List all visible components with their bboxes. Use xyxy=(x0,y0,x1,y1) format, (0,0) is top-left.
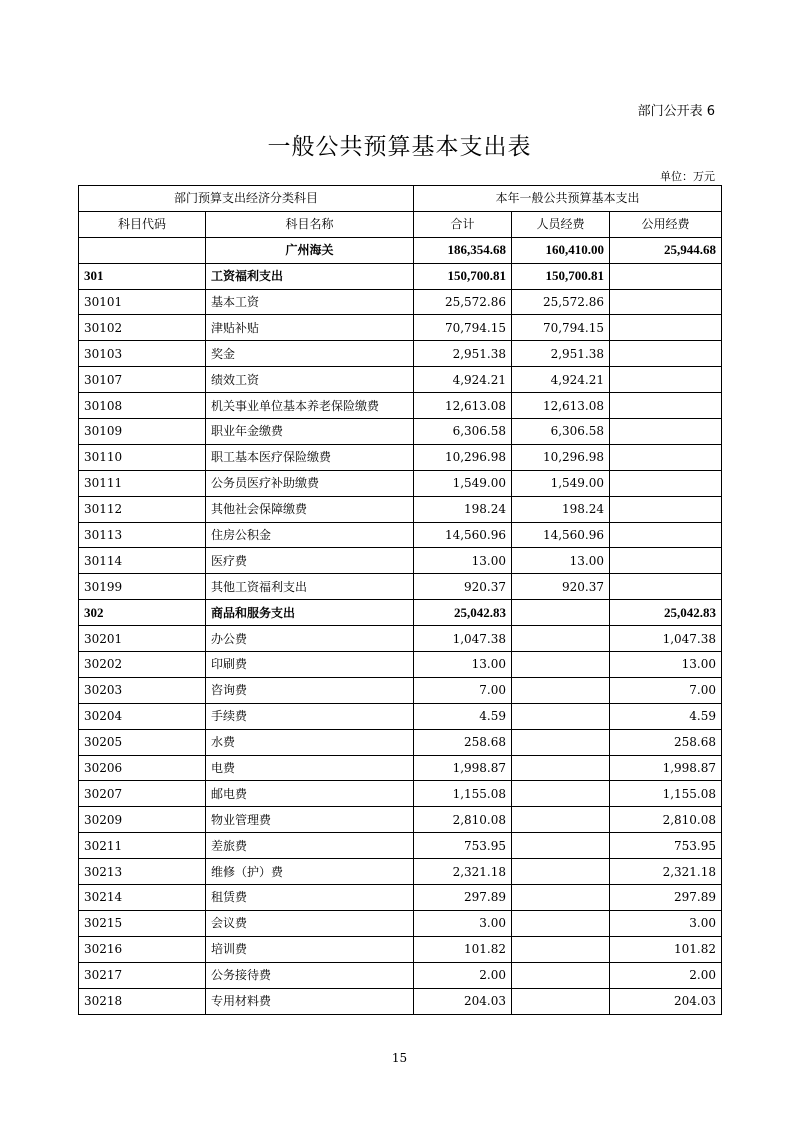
row-total: 258.68 xyxy=(414,729,512,755)
row-code: 30216 xyxy=(79,936,206,962)
row-name: 津贴补贴 xyxy=(206,315,414,341)
row-name: 咨询费 xyxy=(206,677,414,703)
row-public xyxy=(610,470,722,496)
row-total: 25,042.83 xyxy=(414,600,512,626)
row-personnel: 12,613.08 xyxy=(512,393,610,419)
row-total: 6,306.58 xyxy=(414,419,512,445)
row-total: 753.95 xyxy=(414,833,512,859)
table-row xyxy=(79,729,722,755)
row-personnel xyxy=(512,677,610,703)
row-public: 258.68 xyxy=(610,729,722,755)
row-total: 4.59 xyxy=(414,703,512,729)
row-total: 186,354.68 xyxy=(414,237,512,263)
row-code: 30113 xyxy=(79,522,206,548)
row-code: 30205 xyxy=(79,729,206,755)
row-public: 4.59 xyxy=(610,703,722,729)
table-row xyxy=(79,574,722,600)
table-row xyxy=(79,600,722,626)
row-total: 2.00 xyxy=(414,962,512,988)
row-total: 204.03 xyxy=(414,988,512,1014)
table-row xyxy=(79,496,722,522)
row-total: 4,924.21 xyxy=(414,367,512,393)
table-row xyxy=(79,936,722,962)
row-personnel xyxy=(512,600,610,626)
row-name: 差旅费 xyxy=(206,833,414,859)
row-code: 302 xyxy=(79,600,206,626)
row-public: 7.00 xyxy=(610,677,722,703)
row-public xyxy=(610,393,722,419)
form-number: 部门公开表 6 xyxy=(637,104,715,119)
row-total: 14,560.96 xyxy=(414,522,512,548)
page-title: 一般公共预算基本支出表 xyxy=(267,134,532,160)
table-row xyxy=(79,626,722,652)
row-public: 13.00 xyxy=(610,652,722,678)
table-row xyxy=(79,548,722,574)
row-total: 2,321.18 xyxy=(414,859,512,885)
row-personnel: 1,549.00 xyxy=(512,470,610,496)
row-name: 印刷费 xyxy=(206,652,414,678)
row-total: 10,296.98 xyxy=(414,444,512,470)
row-public: 2.00 xyxy=(610,962,722,988)
row-name: 公务员医疗补助缴费 xyxy=(206,470,414,496)
table-row xyxy=(79,859,722,885)
row-name: 水费 xyxy=(206,729,414,755)
row-personnel: 920.37 xyxy=(512,574,610,600)
row-personnel: 6,306.58 xyxy=(512,419,610,445)
row-name: 工资福利支出 xyxy=(206,263,414,289)
table-row xyxy=(79,652,722,678)
table-row xyxy=(79,755,722,781)
row-total: 70,794.15 xyxy=(414,315,512,341)
row-personnel xyxy=(512,885,610,911)
row-name: 会议费 xyxy=(206,910,414,936)
row-code: 30114 xyxy=(79,548,206,574)
row-name: 公务接待费 xyxy=(206,962,414,988)
header-group-right: 本年一般公共预算基本支出 xyxy=(414,186,722,212)
table-row xyxy=(79,289,722,315)
row-name: 电费 xyxy=(206,755,414,781)
row-total: 7.00 xyxy=(414,677,512,703)
row-name: 职工基本医疗保险缴费 xyxy=(206,444,414,470)
row-total: 25,572.86 xyxy=(414,289,512,315)
row-name: 培训费 xyxy=(206,936,414,962)
row-total: 13.00 xyxy=(414,548,512,574)
table-row xyxy=(79,470,722,496)
row-code: 30211 xyxy=(79,833,206,859)
row-code: 301 xyxy=(79,263,206,289)
row-personnel xyxy=(512,729,610,755)
row-total: 2,951.38 xyxy=(414,341,512,367)
row-personnel: 4,924.21 xyxy=(512,367,610,393)
row-public xyxy=(610,367,722,393)
row-public xyxy=(610,522,722,548)
table-row xyxy=(79,315,722,341)
row-code: 30209 xyxy=(79,807,206,833)
row-code xyxy=(79,237,206,263)
row-name: 基本工资 xyxy=(206,289,414,315)
table-row xyxy=(79,677,722,703)
row-name: 住房公积金 xyxy=(206,522,414,548)
row-code: 30102 xyxy=(79,315,206,341)
table-row xyxy=(79,263,722,289)
row-name: 手续费 xyxy=(206,703,414,729)
row-public xyxy=(610,419,722,445)
row-personnel xyxy=(512,807,610,833)
row-name: 职业年金缴费 xyxy=(206,419,414,445)
row-code: 30101 xyxy=(79,289,206,315)
row-personnel: 2,951.38 xyxy=(512,341,610,367)
row-name: 其他工资福利支出 xyxy=(206,574,414,600)
row-personnel xyxy=(512,755,610,781)
row-personnel xyxy=(512,910,610,936)
row-personnel xyxy=(512,652,610,678)
row-public: 1,047.38 xyxy=(610,626,722,652)
row-total: 1,549.00 xyxy=(414,470,512,496)
row-personnel xyxy=(512,781,610,807)
row-total: 150,700.81 xyxy=(414,263,512,289)
table-row xyxy=(79,885,722,911)
row-name: 其他社会保障缴费 xyxy=(206,496,414,522)
row-personnel xyxy=(512,703,610,729)
table-row xyxy=(79,703,722,729)
row-code: 30199 xyxy=(79,574,206,600)
header-public: 公用经费 xyxy=(610,211,722,237)
row-personnel xyxy=(512,988,610,1014)
row-public: 1,998.87 xyxy=(610,755,722,781)
row-name: 租赁费 xyxy=(206,885,414,911)
row-total: 12,613.08 xyxy=(414,393,512,419)
table-row xyxy=(79,833,722,859)
header-total: 合计 xyxy=(414,211,512,237)
row-code: 30207 xyxy=(79,781,206,807)
row-public xyxy=(610,574,722,600)
row-total: 13.00 xyxy=(414,652,512,678)
table-row xyxy=(79,367,722,393)
row-personnel xyxy=(512,833,610,859)
row-personnel xyxy=(512,936,610,962)
row-code: 30201 xyxy=(79,626,206,652)
table-row xyxy=(79,237,722,263)
table-row xyxy=(79,419,722,445)
table-row xyxy=(79,910,722,936)
row-name: 专用材料费 xyxy=(206,988,414,1014)
row-public: 101.82 xyxy=(610,936,722,962)
row-personnel xyxy=(512,626,610,652)
row-code: 30218 xyxy=(79,988,206,1014)
row-code: 30109 xyxy=(79,419,206,445)
table-row xyxy=(79,962,722,988)
row-code: 30213 xyxy=(79,859,206,885)
row-name: 维修（护）费 xyxy=(206,859,414,885)
row-name: 邮电费 xyxy=(206,781,414,807)
row-code: 30203 xyxy=(79,677,206,703)
row-public: 1,155.08 xyxy=(610,781,722,807)
row-code: 30202 xyxy=(79,652,206,678)
row-public: 753.95 xyxy=(610,833,722,859)
row-personnel: 160,410.00 xyxy=(512,237,610,263)
table-row xyxy=(79,393,722,419)
row-total: 3.00 xyxy=(414,910,512,936)
row-public xyxy=(610,496,722,522)
row-personnel: 13.00 xyxy=(512,548,610,574)
row-code: 30204 xyxy=(79,703,206,729)
row-name: 办公费 xyxy=(206,626,414,652)
row-name: 奖金 xyxy=(206,341,414,367)
row-public xyxy=(610,289,722,315)
row-total: 101.82 xyxy=(414,936,512,962)
row-public: 3.00 xyxy=(610,910,722,936)
row-code: 30217 xyxy=(79,962,206,988)
row-name: 机关事业单位基本养老保险缴费 xyxy=(206,393,414,419)
row-code: 30112 xyxy=(79,496,206,522)
row-total: 198.24 xyxy=(414,496,512,522)
row-name: 广州海关 xyxy=(206,237,414,263)
row-name: 商品和服务支出 xyxy=(206,600,414,626)
row-name: 物业管理费 xyxy=(206,807,414,833)
row-code: 30108 xyxy=(79,393,206,419)
row-total: 2,810.08 xyxy=(414,807,512,833)
row-code: 30103 xyxy=(79,341,206,367)
row-total: 297.89 xyxy=(414,885,512,911)
header-code: 科目代码 xyxy=(79,211,206,237)
row-public: 25,944.68 xyxy=(610,237,722,263)
row-personnel: 14,560.96 xyxy=(512,522,610,548)
header-personnel: 人员经费 xyxy=(512,211,610,237)
row-public xyxy=(610,444,722,470)
table-row xyxy=(79,807,722,833)
row-public xyxy=(610,548,722,574)
unit-label: 单位：万元 xyxy=(660,170,715,183)
row-public: 204.03 xyxy=(610,988,722,1014)
row-public: 2,810.08 xyxy=(610,807,722,833)
table-row xyxy=(79,522,722,548)
table-row xyxy=(79,988,722,1014)
row-code: 30107 xyxy=(79,367,206,393)
row-total: 1,155.08 xyxy=(414,781,512,807)
row-public: 2,321.18 xyxy=(610,859,722,885)
table-body xyxy=(79,237,722,1014)
row-code: 30110 xyxy=(79,444,206,470)
row-personnel: 150,700.81 xyxy=(512,263,610,289)
row-name: 医疗费 xyxy=(206,548,414,574)
table-row xyxy=(79,341,722,367)
row-personnel: 25,572.86 xyxy=(512,289,610,315)
row-name: 绩效工资 xyxy=(206,367,414,393)
header-column-row xyxy=(79,211,722,237)
header-group-row xyxy=(79,186,722,212)
page-number: 15 xyxy=(391,1051,408,1065)
header-group-left: 部门预算支出经济分类科目 xyxy=(79,186,414,212)
header-name: 科目名称 xyxy=(206,211,414,237)
row-personnel: 198.24 xyxy=(512,496,610,522)
row-public xyxy=(610,263,722,289)
row-code: 30215 xyxy=(79,910,206,936)
row-personnel: 10,296.98 xyxy=(512,444,610,470)
row-public: 25,042.83 xyxy=(610,600,722,626)
row-public xyxy=(610,341,722,367)
table-row xyxy=(79,781,722,807)
budget-table xyxy=(78,185,722,1015)
row-public: 297.89 xyxy=(610,885,722,911)
row-personnel: 70,794.15 xyxy=(512,315,610,341)
row-total: 1,998.87 xyxy=(414,755,512,781)
table-row xyxy=(79,444,722,470)
row-code: 30214 xyxy=(79,885,206,911)
row-total: 1,047.38 xyxy=(414,626,512,652)
row-total: 920.37 xyxy=(414,574,512,600)
row-public xyxy=(610,315,722,341)
row-personnel xyxy=(512,962,610,988)
row-code: 30206 xyxy=(79,755,206,781)
row-code: 30111 xyxy=(79,470,206,496)
row-personnel xyxy=(512,859,610,885)
